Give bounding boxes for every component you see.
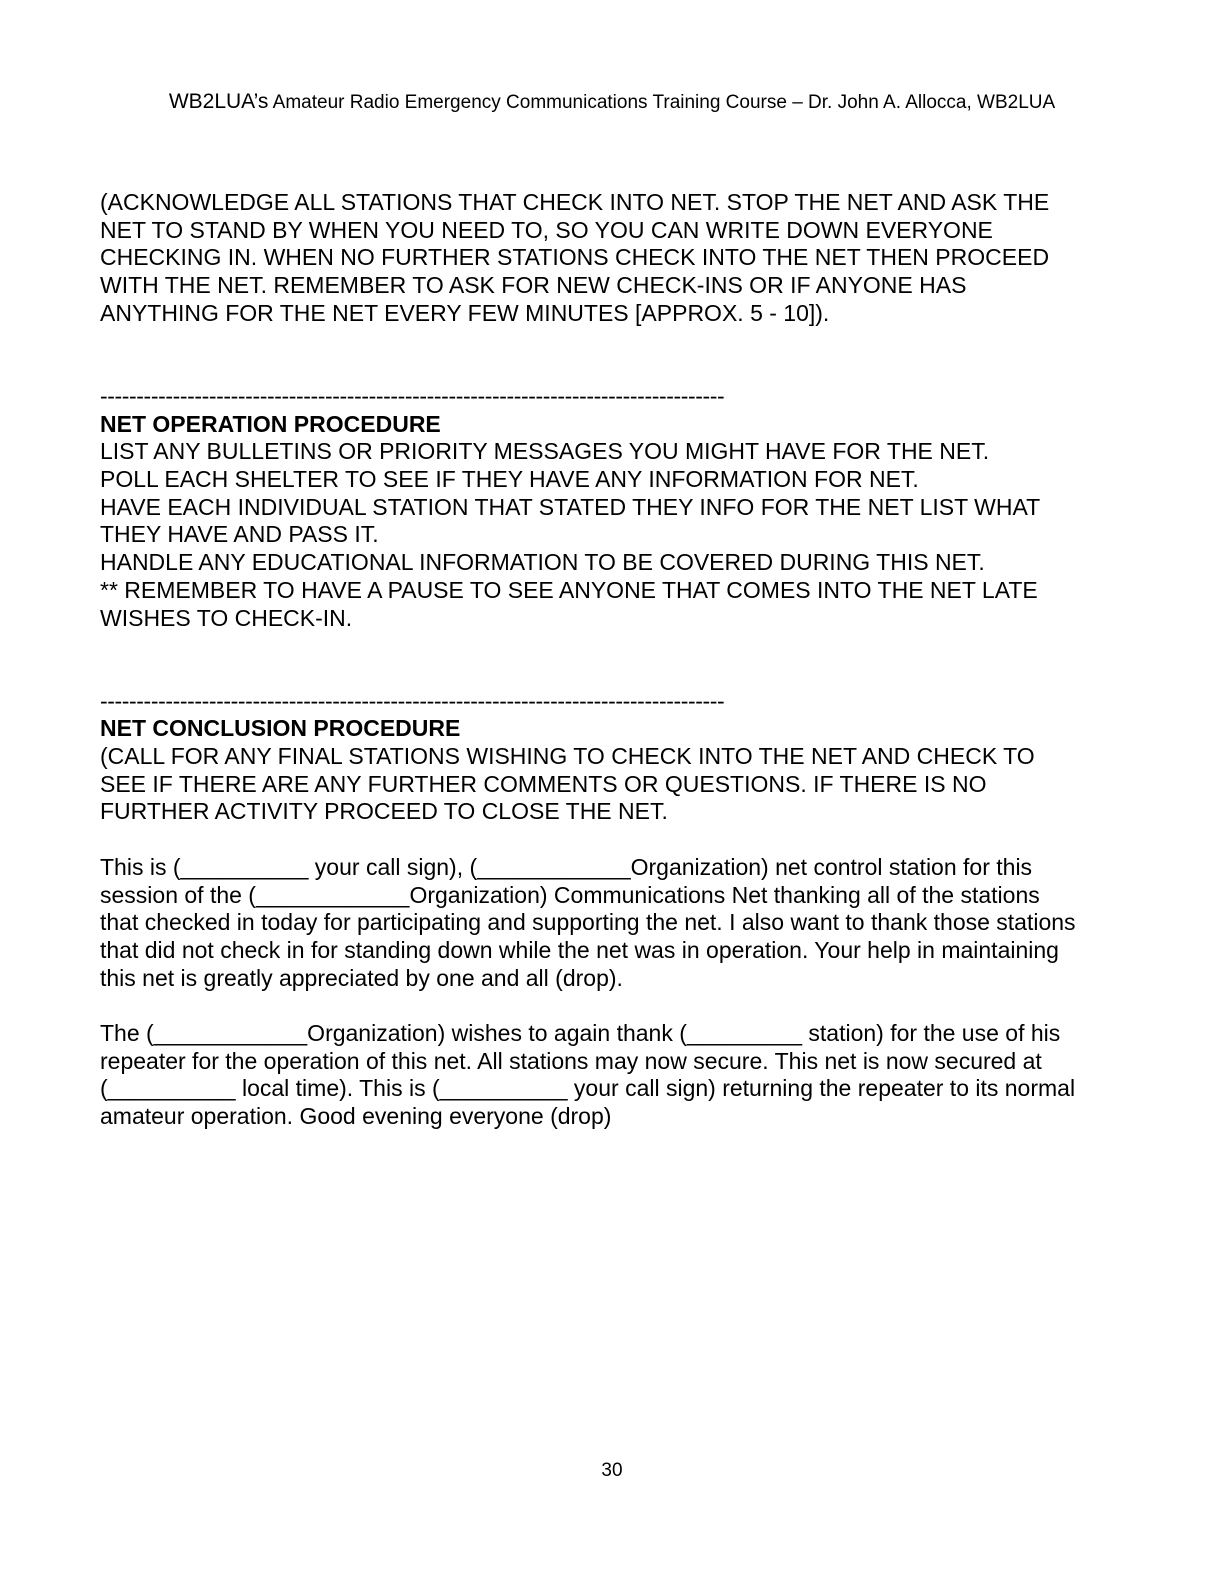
section-divider: -------------------------------------------------------------------------------------- — [100, 382, 725, 409]
page-number: 30 — [601, 1460, 623, 1481]
section-divider: -------------------------------------------------------------------------------------- — [100, 687, 725, 714]
closing-script-paragraph: This is (__________ your call sign), (____________Organization) net control station for this session of the (____________Organization) Communications Net thanking all of the stations that checked in today for participating and supporting the net. I also want to thank those stations that did not check in for standing down while the net was in operation. Your help in maintaining this net is greatly appreciated by one and all (drop). — [100, 853, 1076, 991]
header-callsign: WB2LUA’s — [168, 90, 269, 113]
net-conclusion-body: (CALL FOR ANY FINAL STATIONS WISHING TO CHECK INTO THE NET AND CHECK TO SEE IF THERE ARE ANY FURTHER COMMENTS OR QUESTIONS. IF THERE IS NO FURTHER ACTIVITY PROCEED TO CLOSE THE NET. — [100, 743, 1035, 825]
closing-script-paragraph: The (____________Organization) wishes to again thank (_________ station) for the use of his repeater for the operation of this net. All stations may now secure. This net is now secured at (__________ local time). This is (__________ your call sign) returning the repeater to its normal amateur operation. Good evening everyone (drop) — [100, 1020, 1076, 1130]
acknowledge-instructions: (ACKNOWLEDGE ALL STATIONS THAT CHECK INTO NET. STOP THE NET AND ASK THE NET TO STAND BY WHEN YOU NEED TO, SO YOU CAN WRITE DOWN EVERYONE CHECKING IN. WHEN NO FURTHER STATIONS CHECK INTO THE NET THEN PROCEED WITH THE NET. REMEMBER TO ASK FOR NEW CHECK-INS OR IF ANYONE HAS ANYTHING FOR THE NET EVERY FEW MINUTES [APPROX. 5 - 10]). — [100, 189, 1050, 326]
net-operation-heading: NET OPERATION PROCEDURE — [100, 410, 441, 437]
document-body — [100, 189, 1130, 1131]
spacer — [100, 992, 1130, 1020]
header-course-title: Amateur Radio Emergency Communications Training Course – Dr. John A. Allocca, WB2LUA — [268, 92, 1056, 113]
spacer — [100, 826, 1130, 854]
spacer — [100, 660, 1130, 688]
spacer — [100, 355, 1130, 383]
spacer — [100, 328, 1130, 356]
net-operation-body: LIST ANY BULLETINS OR PRIORITY MESSAGES YOU MIGHT HAVE FOR THE NET. POLL EACH SHELTER TO SEE IF THEY HAVE ANY INFORMATION FOR NET. HAVE EACH INDIVIDUAL STATION THAT STATED THEY INFO FOR THE NET LIST WHAT THEY HAVE AND PASS IT. HANDLE ANY EDUCATIONAL INFORMATION TO BE COVERED DURING THIS NET. ** REMEMBER TO HAVE A PAUSE TO SEE ANYONE THAT COMES INTO THE NET LATE WISHES TO CHECK-IN. — [100, 438, 1041, 631]
net-conclusion-heading: NET CONCLUSION PROCEDURE — [100, 715, 461, 742]
spacer — [100, 632, 1130, 660]
running-header — [0, 90, 1224, 115]
